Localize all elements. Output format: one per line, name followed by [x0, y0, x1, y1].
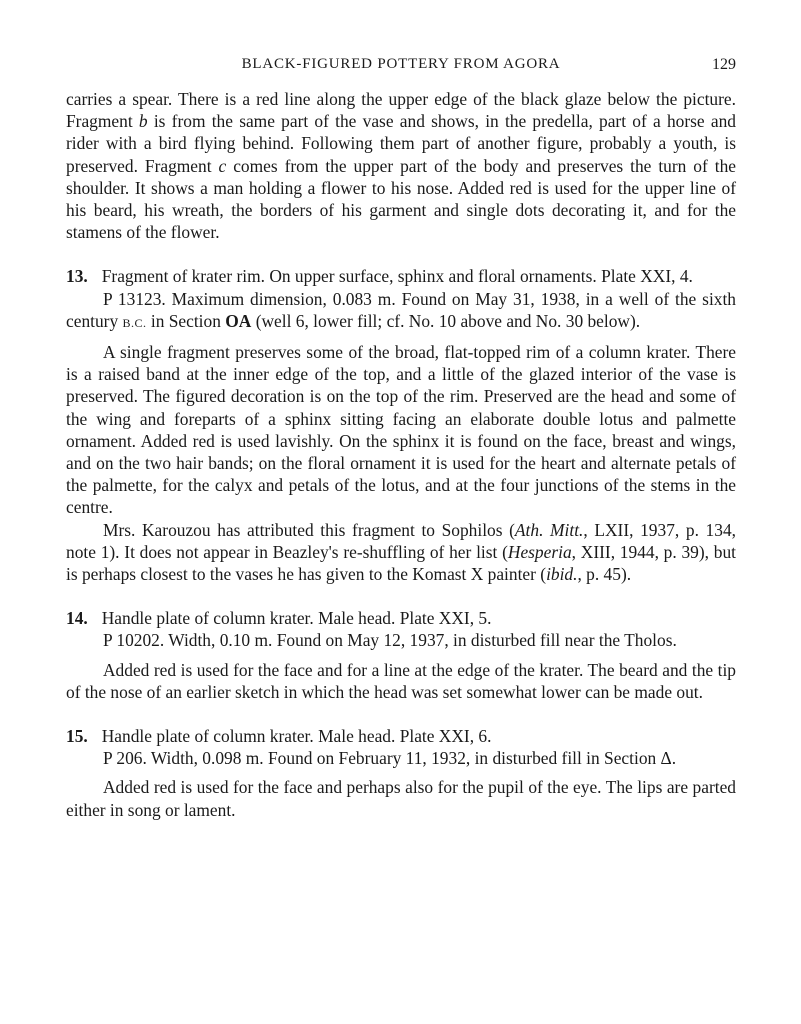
entry-15-catalog: P 206. Width, 0.098 m. Found on February 11, 1932, in disturbed fill in Section Δ. [103, 748, 677, 769]
section-label: OA [225, 310, 252, 331]
entry-14-description: Added red is used for the face and for a line at the edge of the krater. The beard and the tip of the nose of an earlier sketch in which the head was set somewhat lower can be made out. [66, 659, 736, 702]
running-header [66, 54, 736, 78]
entry-title: Handle plate of column krater. Male head. Plate XXI, 5. [101, 608, 492, 629]
fragment-label-c: c [218, 155, 227, 176]
entry-13-catalog: P 13123. Maximum dimension, 0.083 m. Found on May 31, 1938, in a well of the sixth century B.C. in Section OA (well 6, lower fill; cf. No. 10 above and No. 30 below). [66, 288, 736, 331]
running-title: BLACK-FIGURED POTTERY FROM AGORA [241, 56, 561, 72]
fragment-label-b: b [138, 111, 148, 132]
entry-13-attribution: Mrs. Karouzou has attributed this fragment to Sophilos (Ath. Mitt., LXII, 1937, p. 134, note 1). It does not appear in Beazley's re-shuffling of her list (Hesperia, XIII, 1944, p. 39), but is perhaps closest to the vases he has given to the Komast X painter (ibid., p. 45). [66, 519, 736, 585]
page-number: 129 [712, 56, 736, 73]
bc-abbrev: B.C. [122, 315, 147, 330]
entry-number: 15. [66, 726, 88, 747]
entry-15-heading [66, 725, 736, 747]
entry-title: Handle plate of column krater. Male head. Plate XXI, 6. [101, 726, 492, 747]
entry-13-description: A single fragment preserves some of the broad, flat-topped rim of a column krater. There is a raised band at the inner edge of the top, and a little of the glazed interior of the vase is preserved. The figured decoration is on the top of the rim. Preserved are the head and some of the wing and foreparts of a sphinx sitting facing an elaborate double lotus and palmette ornament. Added red is used lavishly. On the sphinx it is found on the face, breast and wings, and on the two hair bands; on the floral ornament it is used for the heart and alternate petals of the palmette, for the calyx and petals of the lotus, and at the four junctions of the stems in the centre. [66, 342, 736, 518]
intro-paragraph: carries a spear. There is a red line along the upper edge of the black glaze below the picture. Fragment b is from the same part of the vase and shows, in the predella, part of a horse and rider with a bird flying behind. Following them part of another figure, probably a youth, is preserved. Fragment c comes from the upper part of the body and preserves the turn of the shoulder. It shows a man holding a flower to his nose. Added red is used for the upper line of his beard, his wreath, the borders of his garment and single dots decorating it, and for the stamens of the flower. [66, 89, 736, 243]
body-text [66, 88, 736, 821]
citation-title: ibid. [546, 564, 578, 585]
entry-15-description: Added red is used for the face and perhaps also for the pupil of the eye. The lips are parted either in song or lament. [66, 777, 736, 820]
citation-title: Hesperia [507, 541, 572, 562]
entry-14-catalog: P 10202. Width, 0.10 m. Found on May 12, 1937, in disturbed fill near the Tholos. [103, 630, 677, 651]
entry-title: Fragment of krater rim. On upper surface, sphinx and floral ornaments. Plate XXI, 4. [101, 266, 693, 287]
entry-number: 14. [66, 608, 88, 629]
entry-number: 13. [66, 266, 88, 287]
entry-14-heading [66, 607, 736, 629]
entry-13-heading [66, 265, 736, 287]
citation-title: Ath. Mitt. [514, 519, 584, 540]
